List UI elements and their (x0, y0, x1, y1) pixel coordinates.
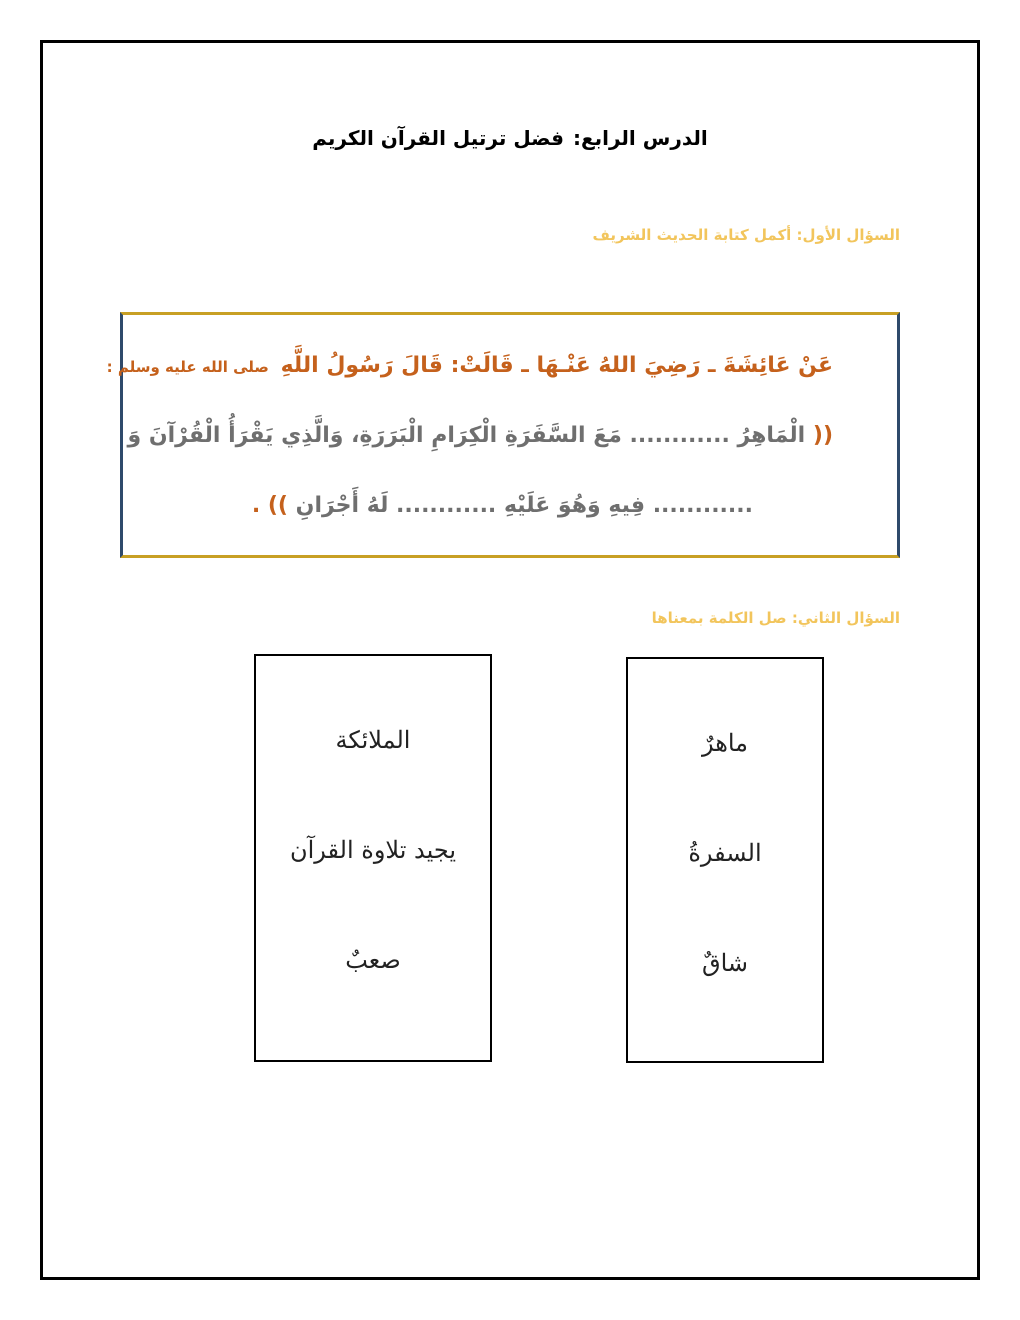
hadith-line-1 (107, 353, 833, 378)
word-item[interactable]: شاقٌ (701, 949, 749, 977)
lesson-name: فضل ترتيل القرآن الكريم (312, 126, 564, 150)
meaning-item[interactable]: يجيد تلاوة القرآن (289, 836, 457, 864)
hadith-text-part-1: الْمَاهِرُ ............ مَعَ السَّفَرَةِ الْكِرَامِ الْبَرَرَةِ، وَالَّذِي يَقْرَأُ الْقُرْآنَ وَ (127, 423, 806, 448)
meaning-item[interactable]: الملائكة (335, 726, 411, 754)
meanings-column (254, 654, 492, 1062)
word-item[interactable]: ماهرٌ (701, 729, 749, 757)
hadith-close-bracket: )) . (251, 493, 288, 518)
words-column (626, 657, 824, 1063)
hadith-narration-intro: عَنْ عَائِشَةَ ـ رَضِيَ اللهُ عَنْـهَا ـ قَالَتْ: قَالَ رَسُولُ اللَّهِ (280, 353, 833, 378)
hadith-open-bracket: (( (812, 423, 833, 448)
question-1-heading: السؤال الأول: أكمل كتابة الحديث الشريف (592, 226, 900, 244)
hadith-line-2 (127, 423, 833, 448)
word-item[interactable]: السفرةُ (688, 839, 762, 867)
hadith-box (106, 312, 900, 558)
question-2-heading: السؤال الثاني: صل الكلمة بمعناها (651, 609, 900, 627)
lesson-number-label: الدرس الرابع: (572, 126, 708, 150)
hadith-salawat: صلى الله عليه وسلم : (106, 358, 269, 376)
hadith-text-part-2: ............ فِيهِ وَهُوَ عَلَيْهِ ............ لَهُ أَجْرَانِ (295, 493, 753, 518)
hadith-line-3 (252, 493, 753, 518)
meaning-item[interactable]: صعبٌ (345, 946, 401, 974)
lesson-title (0, 126, 1020, 150)
